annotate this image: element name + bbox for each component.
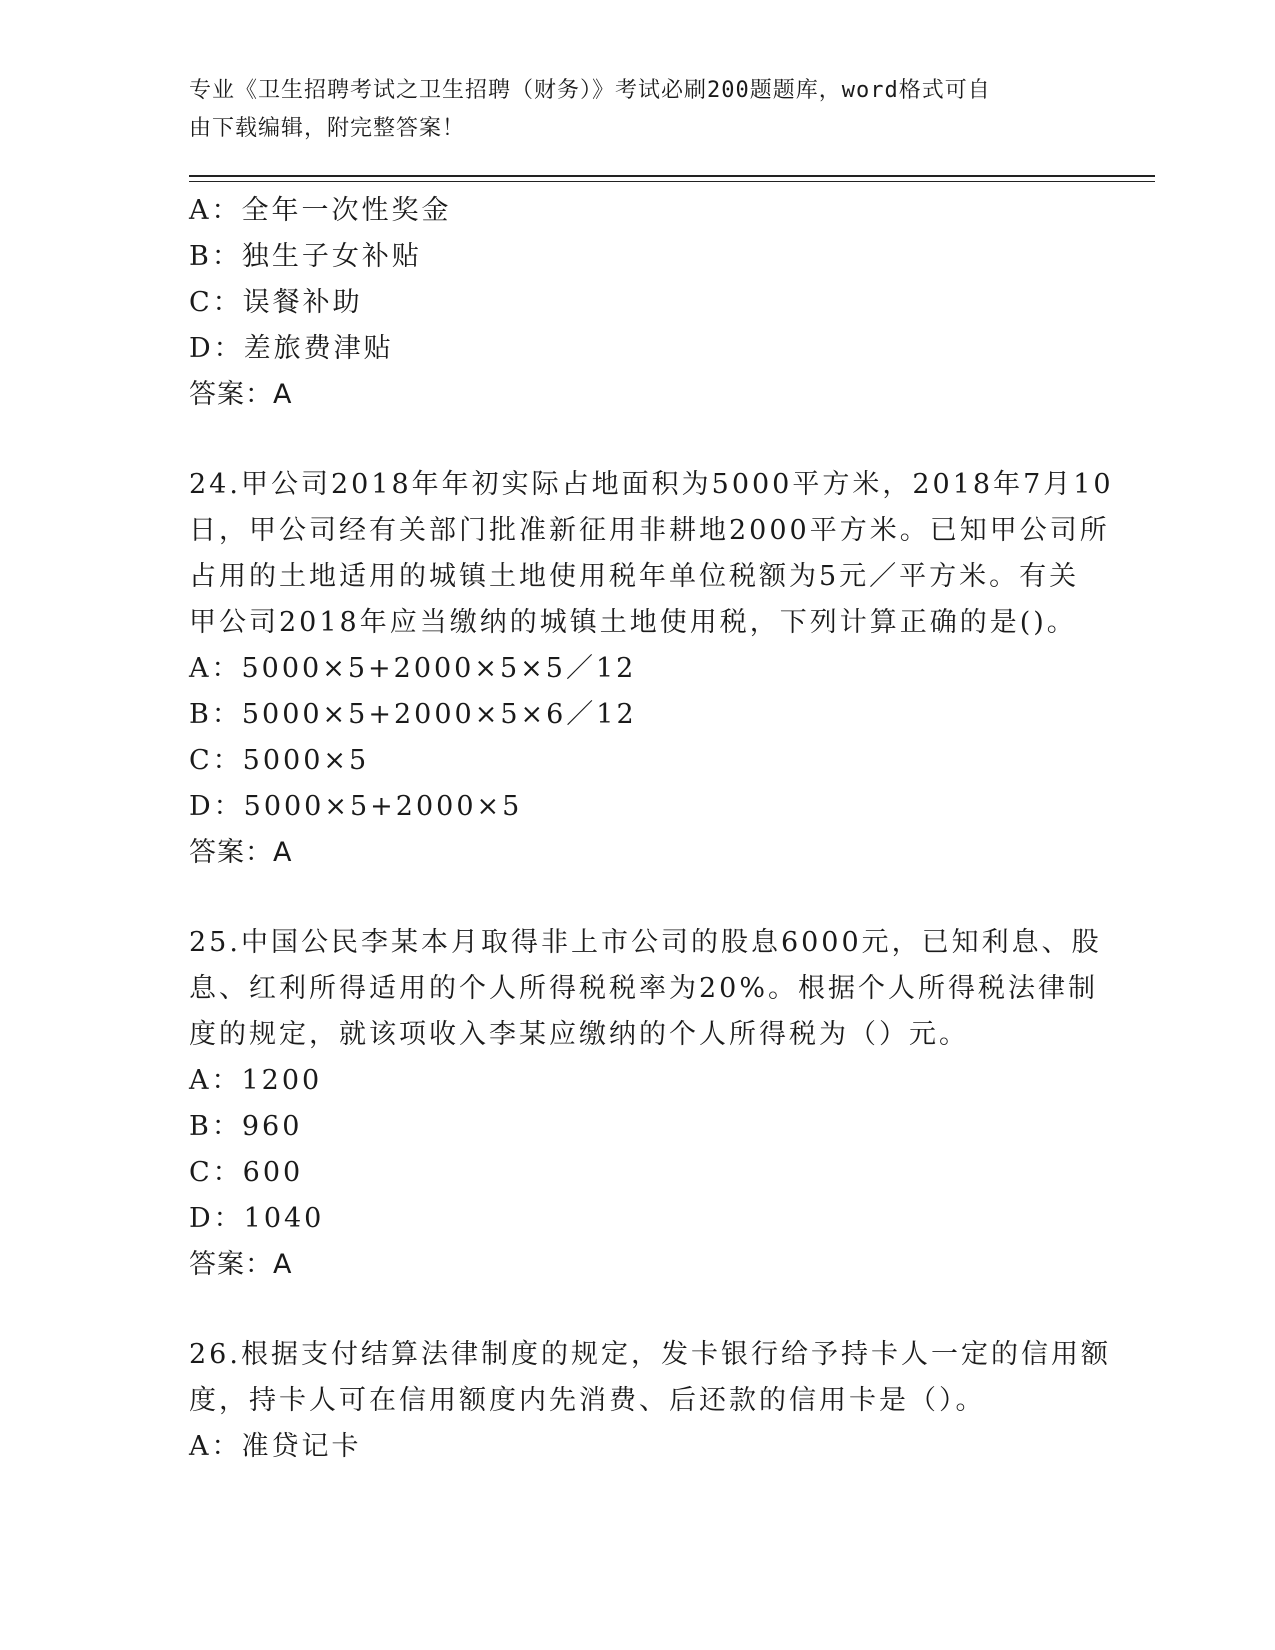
option-b: B：独生子女补贴 xyxy=(189,241,422,272)
question-26 xyxy=(189,1332,1111,1470)
document-body xyxy=(189,188,1114,1470)
spacer xyxy=(189,418,1089,462)
question-stem-line: 24.甲公司2018年年初实际占地面积为5000平方米，2018年7月10 xyxy=(189,469,1114,500)
option-a: A：1200 xyxy=(189,1065,323,1096)
option-c: C：600 xyxy=(189,1157,304,1188)
question-25 xyxy=(189,920,1102,1288)
header-line-2: 由下载编辑，附完整答案！ xyxy=(189,116,466,141)
question-stem-line: 占用的土地适用的城镇土地使用税年单位税额为5元／平方米。有关 xyxy=(189,561,1080,592)
header-rule-thick xyxy=(189,175,1155,177)
option-d: D：1040 xyxy=(189,1203,325,1234)
header-rule-thin xyxy=(189,181,1155,182)
option-b: B：960 xyxy=(189,1111,303,1142)
option-a: A：准贷记卡 xyxy=(189,1431,362,1462)
option-b: B：5000×5+2000×5×6／12 xyxy=(189,699,637,730)
question-stem-line: 度，持卡人可在信用额度内先消费、后还款的信用卡是（）。 xyxy=(189,1385,986,1416)
header-line-1: 专业《卫生招聘考试之卫生招聘（财务）》考试必刷200题题库，word格式可自 xyxy=(189,78,991,103)
question-stem-line: 25.中国公民李某本月取得非上市公司的股息6000元，已知利息、股 xyxy=(189,927,1102,958)
option-d: D：差旅费津贴 xyxy=(189,333,394,364)
spacer xyxy=(189,876,1089,920)
option-c: C：误餐补助 xyxy=(189,287,363,318)
question-24 xyxy=(189,462,1114,876)
question-stem-line: 息、红利所得适用的个人所得税税率为20%。根据个人所得税法律制 xyxy=(189,973,1099,1004)
option-a: A：5000×5+2000×5×5／12 xyxy=(189,653,637,684)
question-stem-line: 日，甲公司经有关部门批准新征用非耕地2000平方米。已知甲公司所 xyxy=(189,515,1110,546)
spacer xyxy=(189,1288,1089,1332)
answer-line: 答案：A xyxy=(189,1249,293,1280)
answer-line: 答案：A xyxy=(189,837,293,868)
question-stem-line: 度的规定，就该项收入李某应缴纳的个人所得税为（）元。 xyxy=(189,1019,969,1050)
answer-line: 答案：A xyxy=(189,379,293,410)
question-23 xyxy=(189,188,1089,418)
option-c: C：5000×5 xyxy=(189,745,370,776)
question-stem-line: 甲公司2018年应当缴纳的城镇土地使用税，下列计算正确的是()。 xyxy=(189,607,1077,638)
option-a: A：全年一次性奖金 xyxy=(189,195,452,226)
question-stem-line: 26.根据支付结算法律制度的规定，发卡银行给予持卡人一定的信用额 xyxy=(189,1339,1111,1370)
document-header xyxy=(189,72,1069,148)
option-d: D：5000×5+2000×5 xyxy=(189,791,523,822)
